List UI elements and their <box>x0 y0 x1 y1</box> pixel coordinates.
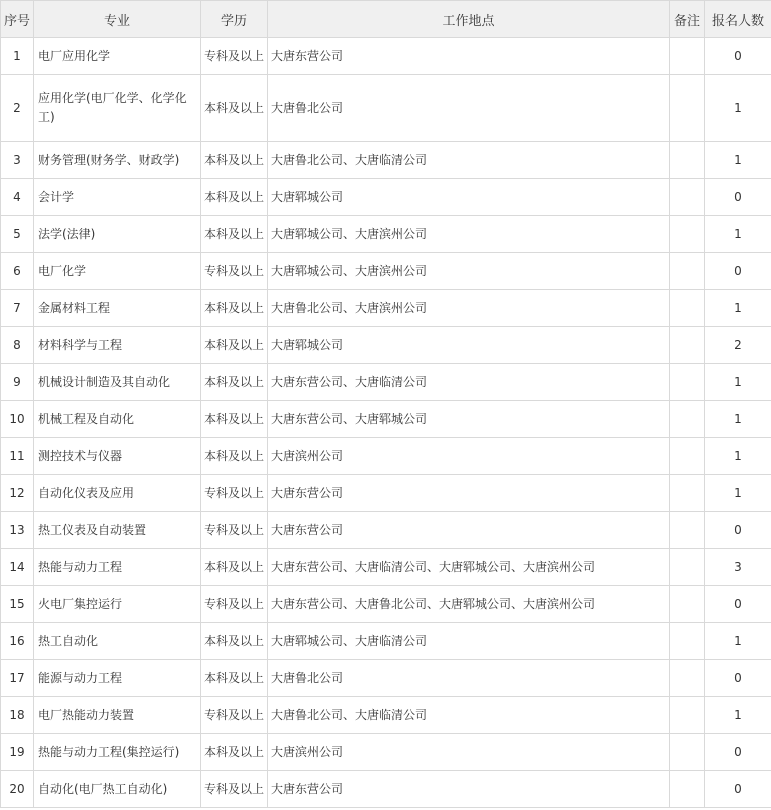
header-applicants: 报名人数 <box>705 1 771 38</box>
cell-education: 专科及以上 <box>201 38 268 75</box>
cell-index: 3 <box>1 142 34 179</box>
cell-index: 13 <box>1 512 34 549</box>
cell-index: 11 <box>1 438 34 475</box>
cell-note <box>670 179 705 216</box>
table-row <box>1 697 771 734</box>
header-location: 工作地点 <box>268 1 670 38</box>
cell-applicants: 1 <box>705 142 771 179</box>
cell-index: 12 <box>1 475 34 512</box>
table-row <box>1 734 771 771</box>
cell-applicants: 1 <box>705 475 771 512</box>
cell-location: 大唐鲁北公司、大唐滨州公司 <box>268 290 670 327</box>
cell-note <box>670 734 705 771</box>
header-note: 备注 <box>670 1 705 38</box>
cell-education: 本科及以上 <box>201 660 268 697</box>
header-major: 专业 <box>34 1 201 38</box>
cell-applicants: 1 <box>705 75 771 142</box>
cell-note <box>670 512 705 549</box>
cell-applicants: 1 <box>705 623 771 660</box>
cell-applicants: 0 <box>705 38 771 75</box>
cell-major: 应用化学(电厂化学、化学化工) <box>34 75 201 142</box>
cell-education: 本科及以上 <box>201 734 268 771</box>
cell-applicants: 0 <box>705 586 771 623</box>
cell-note <box>670 697 705 734</box>
cell-education: 专科及以上 <box>201 586 268 623</box>
cell-education: 本科及以上 <box>201 142 268 179</box>
cell-major: 材料科学与工程 <box>34 327 201 364</box>
cell-applicants: 0 <box>705 734 771 771</box>
table-row <box>1 327 771 364</box>
cell-location: 大唐鲁北公司、大唐临清公司 <box>268 697 670 734</box>
cell-location: 大唐东营公司、大唐鲁北公司、大唐郓城公司、大唐滨州公司 <box>268 586 670 623</box>
cell-index: 17 <box>1 660 34 697</box>
table-row <box>1 38 771 75</box>
cell-note <box>670 253 705 290</box>
cell-index: 6 <box>1 253 34 290</box>
cell-index: 16 <box>1 623 34 660</box>
table-row <box>1 290 771 327</box>
cell-major: 火电厂集控运行 <box>34 586 201 623</box>
table-row <box>1 623 771 660</box>
cell-note <box>670 401 705 438</box>
cell-applicants: 1 <box>705 364 771 401</box>
cell-education: 专科及以上 <box>201 512 268 549</box>
cell-major: 财务管理(财务学、财政学) <box>34 142 201 179</box>
cell-major: 电厂热能动力装置 <box>34 697 201 734</box>
cell-education: 专科及以上 <box>201 697 268 734</box>
cell-applicants: 0 <box>705 660 771 697</box>
cell-note <box>670 660 705 697</box>
cell-major: 热工仪表及自动装置 <box>34 512 201 549</box>
cell-education: 本科及以上 <box>201 75 268 142</box>
cell-location: 大唐滨州公司 <box>268 734 670 771</box>
cell-major: 机械工程及自动化 <box>34 401 201 438</box>
cell-applicants: 1 <box>705 697 771 734</box>
table-row <box>1 75 771 142</box>
cell-note <box>670 771 705 808</box>
cell-index: 15 <box>1 586 34 623</box>
cell-note <box>670 216 705 253</box>
cell-major: 电厂应用化学 <box>34 38 201 75</box>
cell-education: 专科及以上 <box>201 771 268 808</box>
cell-location: 大唐东营公司、大唐临清公司、大唐郓城公司、大唐滨州公司 <box>268 549 670 586</box>
cell-education: 本科及以上 <box>201 549 268 586</box>
cell-location: 大唐郓城公司、大唐滨州公司 <box>268 253 670 290</box>
cell-applicants: 0 <box>705 771 771 808</box>
cell-location: 大唐鲁北公司 <box>268 75 670 142</box>
cell-applicants: 1 <box>705 401 771 438</box>
table-row <box>1 179 771 216</box>
cell-note <box>670 364 705 401</box>
table-row <box>1 586 771 623</box>
table-row <box>1 142 771 179</box>
cell-location: 大唐滨州公司 <box>268 438 670 475</box>
cell-applicants: 0 <box>705 512 771 549</box>
cell-education: 本科及以上 <box>201 216 268 253</box>
header-education: 学历 <box>201 1 268 38</box>
cell-major: 法学(法律) <box>34 216 201 253</box>
cell-major: 热能与动力工程 <box>34 549 201 586</box>
cell-note <box>670 327 705 364</box>
table-row <box>1 364 771 401</box>
table-row <box>1 512 771 549</box>
cell-location: 大唐东营公司、大唐郓城公司 <box>268 401 670 438</box>
cell-major: 测控技术与仪器 <box>34 438 201 475</box>
cell-major: 电厂化学 <box>34 253 201 290</box>
cell-index: 9 <box>1 364 34 401</box>
cell-education: 专科及以上 <box>201 253 268 290</box>
cell-index: 1 <box>1 38 34 75</box>
cell-location: 大唐郓城公司、大唐滨州公司 <box>268 216 670 253</box>
cell-index: 8 <box>1 327 34 364</box>
cell-major: 金属材料工程 <box>34 290 201 327</box>
table-row <box>1 475 771 512</box>
cell-education: 本科及以上 <box>201 623 268 660</box>
table-row <box>1 438 771 475</box>
cell-note <box>670 142 705 179</box>
cell-note <box>670 623 705 660</box>
table-row <box>1 216 771 253</box>
cell-location: 大唐郓城公司、大唐临清公司 <box>268 623 670 660</box>
cell-note <box>670 75 705 142</box>
table-row <box>1 549 771 586</box>
cell-education: 本科及以上 <box>201 438 268 475</box>
table-row <box>1 660 771 697</box>
cell-education: 本科及以上 <box>201 327 268 364</box>
cell-note <box>670 475 705 512</box>
cell-location: 大唐郓城公司 <box>268 327 670 364</box>
cell-index: 14 <box>1 549 34 586</box>
cell-index: 10 <box>1 401 34 438</box>
cell-major: 自动化(电厂热工自动化) <box>34 771 201 808</box>
cell-major: 机械设计制造及其自动化 <box>34 364 201 401</box>
cell-applicants: 1 <box>705 438 771 475</box>
cell-location: 大唐东营公司 <box>268 38 670 75</box>
cell-applicants: 2 <box>705 327 771 364</box>
cell-applicants: 0 <box>705 253 771 290</box>
cell-index: 2 <box>1 75 34 142</box>
cell-note <box>670 290 705 327</box>
table-row <box>1 253 771 290</box>
cell-major: 自动化仪表及应用 <box>34 475 201 512</box>
cell-index: 5 <box>1 216 34 253</box>
table-header-row <box>1 1 771 38</box>
cell-major: 热工自动化 <box>34 623 201 660</box>
cell-index: 20 <box>1 771 34 808</box>
cell-major: 会计学 <box>34 179 201 216</box>
cell-education: 本科及以上 <box>201 290 268 327</box>
cell-index: 4 <box>1 179 34 216</box>
cell-education: 专科及以上 <box>201 475 268 512</box>
cell-major: 热能与动力工程(集控运行) <box>34 734 201 771</box>
cell-applicants: 1 <box>705 216 771 253</box>
cell-location: 大唐东营公司、大唐临清公司 <box>268 364 670 401</box>
cell-major: 能源与动力工程 <box>34 660 201 697</box>
cell-applicants: 3 <box>705 549 771 586</box>
cell-location: 大唐东营公司 <box>268 771 670 808</box>
table-row <box>1 401 771 438</box>
cell-education: 本科及以上 <box>201 364 268 401</box>
cell-note <box>670 549 705 586</box>
cell-note <box>670 586 705 623</box>
cell-note <box>670 38 705 75</box>
cell-location: 大唐郓城公司 <box>268 179 670 216</box>
cell-index: 19 <box>1 734 34 771</box>
table-row <box>1 771 771 808</box>
cell-location: 大唐东营公司 <box>268 512 670 549</box>
cell-applicants: 0 <box>705 179 771 216</box>
cell-index: 18 <box>1 697 34 734</box>
cell-education: 本科及以上 <box>201 179 268 216</box>
cell-education: 本科及以上 <box>201 401 268 438</box>
cell-location: 大唐鲁北公司 <box>268 660 670 697</box>
cell-note <box>670 438 705 475</box>
cell-location: 大唐鲁北公司、大唐临清公司 <box>268 142 670 179</box>
cell-location: 大唐东营公司 <box>268 475 670 512</box>
header-index: 序号 <box>1 1 34 38</box>
cell-index: 7 <box>1 290 34 327</box>
cell-applicants: 1 <box>705 290 771 327</box>
